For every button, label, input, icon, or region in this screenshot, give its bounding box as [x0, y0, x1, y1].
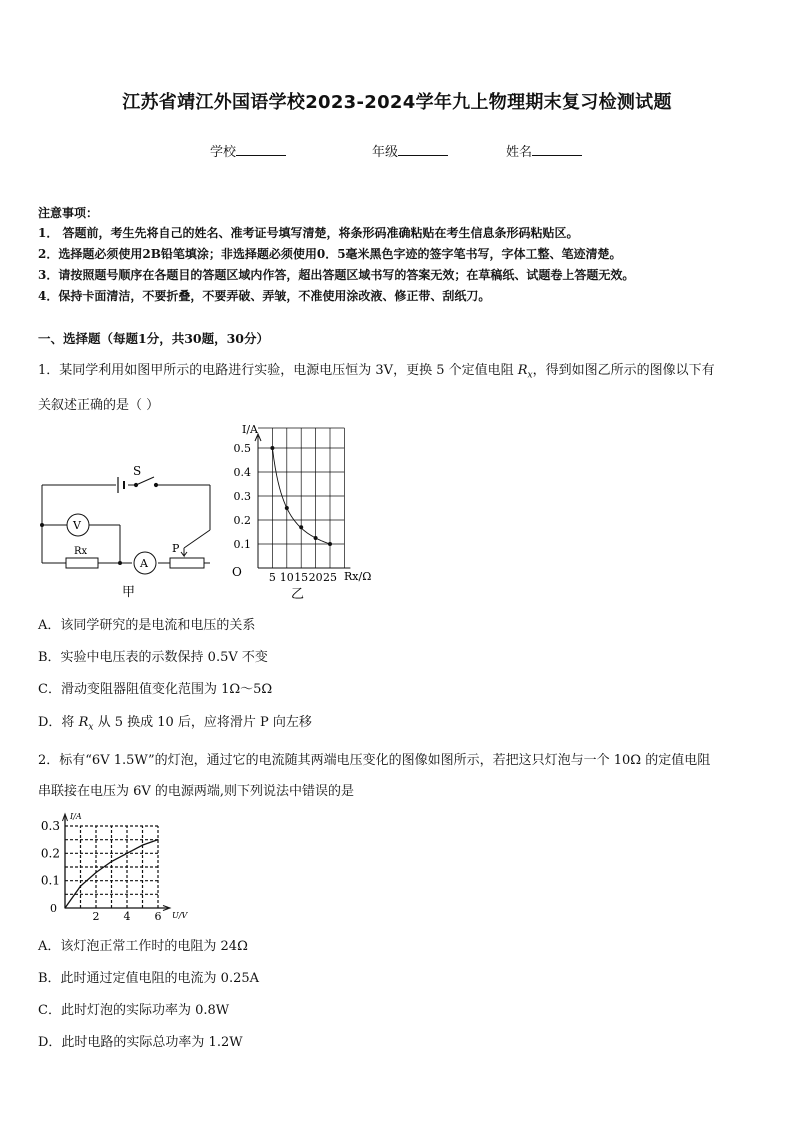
- x-tick-label: 15: [294, 571, 309, 584]
- battery-icon: [118, 477, 124, 493]
- circuit-caption: 甲: [122, 585, 136, 600]
- data-point: [328, 542, 332, 546]
- graph1-caption: 乙: [291, 587, 305, 602]
- x-tick-label: 4: [123, 910, 131, 923]
- graph1-ylabel: I/A: [242, 423, 258, 436]
- rx-subscript: x: [527, 370, 533, 381]
- q2-option-b[interactable]: B．此时通过定值电阻的电流为 0.25A: [38, 971, 260, 986]
- y-tick-label: 0.4: [233, 466, 251, 479]
- data-point: [64, 907, 65, 908]
- slider-label: P: [172, 542, 180, 555]
- name-blank[interactable]: [532, 143, 582, 156]
- graph2-grid: [65, 826, 158, 908]
- voltmeter-label: V: [73, 519, 81, 532]
- section-heading: 一、选择题（每题1分，共30题，30分）: [38, 331, 269, 346]
- data-point: [299, 525, 303, 529]
- junction-dot: [40, 523, 44, 527]
- notice-item: 4．保持卡面清洁，不要折叠，不要弄破、弄皱，不准使用涂改液、修正带、刮纸刀。: [38, 289, 491, 303]
- q1-stem-line2: 关叙述正确的是（ ）: [38, 398, 160, 413]
- name-label: 姓名: [506, 145, 533, 160]
- resistor-icon: [66, 558, 98, 568]
- notice-item: 2．选择题必须使用2B铅笔填涂；非选择题必须使用0．5毫米黑色字迹的签字笔书写，字体工整、笔迹清楚。: [38, 247, 622, 261]
- graph1-origin: O: [232, 565, 242, 579]
- data-point: [111, 861, 112, 862]
- ammeter-label: A: [140, 557, 148, 570]
- q2-stem-line1: 2．标有“6V 1.5W”的灯泡，通过它的电流随其两端电压变化的图像如图所示，若把这只灯泡与一个 10Ω 的定值电阻: [38, 753, 711, 768]
- rheostat-icon: [170, 558, 204, 568]
- y-tick-label: 0.1: [40, 873, 60, 888]
- x-tick-label: 2: [92, 910, 100, 923]
- switch-icon: [134, 477, 157, 487]
- data-point: [285, 506, 289, 510]
- rx-symbol: R: [78, 715, 89, 730]
- data-point: [157, 839, 158, 840]
- x-tick-label: 25: [323, 571, 337, 584]
- x-tick-label: 20: [308, 571, 323, 584]
- page-title: 江苏省靖江外国语学校2023-2024学年九上物理期末复习检测试题: [122, 92, 672, 113]
- graph2-xlabel: U/V: [172, 911, 188, 920]
- y-tick-label: 0.3: [233, 490, 251, 503]
- graph-current-vs-voltage: [38, 808, 198, 924]
- name-field[interactable]: [506, 141, 582, 160]
- y-tick-label: 0.2: [233, 514, 251, 527]
- x-tick-label: 10: [279, 571, 294, 584]
- grade-blank[interactable]: [398, 143, 448, 156]
- graph2-axes: [41, 814, 170, 923]
- q1-option-a[interactable]: A．该同学研究的是电流和电压的关系: [38, 618, 256, 633]
- q1-stem-a: 1．某同学利用如图甲所示的电路进行实验，电源电压恒为 3V，更换 5 个定值电阻: [38, 363, 518, 378]
- q1-option-d[interactable]: [38, 711, 312, 733]
- graph1-xlabel: Rx/Ω: [344, 570, 372, 583]
- y-tick-label: 0.5: [233, 442, 251, 455]
- q2-option-d[interactable]: D．此时电路的实际总功率为 1.2W: [38, 1035, 243, 1050]
- resistor-label: Rx: [74, 546, 88, 557]
- circuit-diagram: [36, 460, 216, 602]
- y-tick-label: 0.1: [233, 538, 251, 551]
- y-tick-label: 0.3: [40, 819, 60, 833]
- q1-option-c[interactable]: C．滑动变阻器阻值变化范围为 1Ω～5Ω: [38, 682, 273, 697]
- slider-arrow-icon: [181, 548, 187, 556]
- data-point: [126, 853, 127, 854]
- q2-option-c[interactable]: C．此时灯泡的实际功率为 0.8W: [38, 1003, 230, 1018]
- graph2-origin: 0: [50, 902, 57, 915]
- grade-label: 年级: [372, 145, 399, 160]
- data-point: [270, 446, 274, 450]
- data-point: [314, 536, 318, 540]
- notice-item: 3．请按照题号顺序在各题目的答题区域内作答，超出答题区域书写的答案无效；在草稿纸、试题卷上答题无效。: [38, 268, 635, 282]
- school-blank[interactable]: [236, 143, 286, 156]
- junction-dot: [118, 561, 122, 565]
- graph2-ylabel: I/A: [70, 812, 82, 821]
- x-tick-label: 6: [154, 910, 162, 923]
- rx-subscript: x: [88, 722, 94, 733]
- q1-option-d-a: D．将: [38, 715, 79, 730]
- q1-option-d-b: 从 5 换成 10 后，应将滑片 P 向左移: [93, 715, 312, 730]
- graph-current-vs-resistance: [216, 418, 386, 604]
- school-label: 学校: [210, 145, 237, 160]
- data-point: [80, 886, 81, 887]
- notice-item: 1． 答题前，考生先将自己的姓名、准考证号填写清楚，将条形码准确粘贴在考生信息条形码粘贴区。: [38, 226, 579, 240]
- notice-heading: 注意事项：: [38, 206, 99, 220]
- q1-stem-b: ，得到如图乙所示的图像以下有: [532, 363, 715, 378]
- x-tick-label: 5: [268, 571, 276, 584]
- rx-symbol: R: [517, 363, 528, 378]
- school-field[interactable]: [210, 141, 286, 160]
- q2-option-a[interactable]: A．该灯泡正常工作时的电阻为 24Ω: [38, 939, 248, 954]
- data-point: [142, 845, 143, 846]
- q1-stem-line1: [38, 359, 715, 381]
- y-tick-label: 0.2: [40, 846, 60, 861]
- q1-option-b[interactable]: B．实验中电压表的示数保持 0.5V 不变: [38, 650, 268, 665]
- switch-label: S: [133, 464, 142, 478]
- data-point: [95, 872, 96, 873]
- q2-stem-line2: 串联接在电压为 6V 的电源两端,则下列说法中错误的是: [38, 784, 355, 799]
- graph1-axes: [234, 434, 351, 584]
- grade-field[interactable]: [372, 141, 448, 160]
